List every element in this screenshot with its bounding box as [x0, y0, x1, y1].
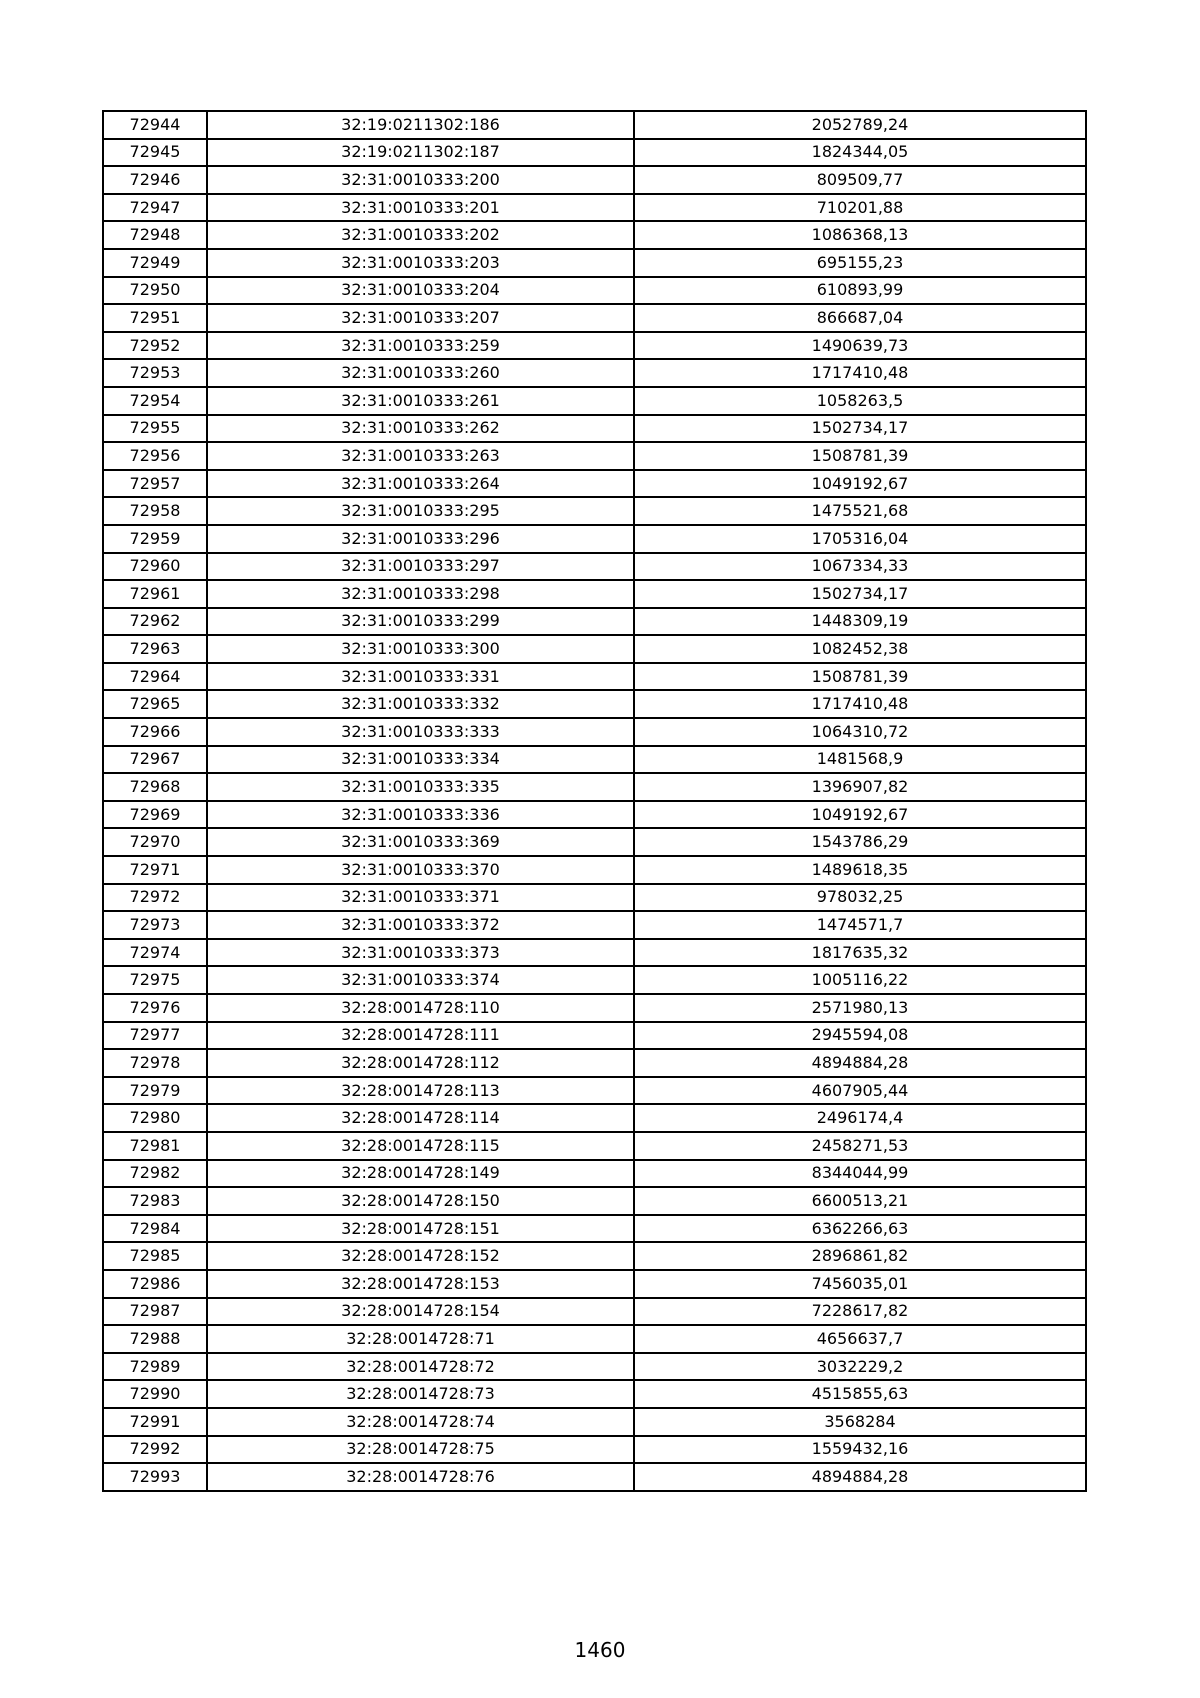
row-number-cell: 72969 — [103, 801, 207, 829]
table-row — [103, 1077, 1086, 1105]
row-number-cell: 72987 — [103, 1298, 207, 1326]
value-cell: 1086368,13 — [634, 221, 1086, 249]
row-number-cell: 72945 — [103, 139, 207, 167]
row-number-cell: 72989 — [103, 1353, 207, 1381]
value-cell: 6362266,63 — [634, 1215, 1086, 1243]
value-cell: 1049192,67 — [634, 801, 1086, 829]
row-number-cell: 72955 — [103, 415, 207, 443]
row-number-cell: 72963 — [103, 635, 207, 663]
table-row — [103, 553, 1086, 581]
table-row — [103, 194, 1086, 222]
value-cell: 2052789,24 — [634, 111, 1086, 139]
cadastral-number-cell: 32:31:0010333:335 — [207, 773, 634, 801]
table-row — [103, 966, 1086, 994]
table-row — [103, 663, 1086, 691]
value-cell: 1817635,32 — [634, 939, 1086, 967]
table-row — [103, 580, 1086, 608]
table-row — [103, 1242, 1086, 1270]
row-number-cell: 72992 — [103, 1436, 207, 1464]
row-number-cell: 72968 — [103, 773, 207, 801]
table-row — [103, 1353, 1086, 1381]
row-number-cell: 72956 — [103, 442, 207, 470]
table-row — [103, 1160, 1086, 1188]
value-cell: 4515855,63 — [634, 1380, 1086, 1408]
row-number-cell: 72947 — [103, 194, 207, 222]
value-cell: 7228617,82 — [634, 1298, 1086, 1326]
cadastral-number-cell: 32:31:0010333:372 — [207, 911, 634, 939]
table-row — [103, 221, 1086, 249]
value-cell: 1705316,04 — [634, 525, 1086, 553]
cadastral-number-cell: 32:28:0014728:153 — [207, 1270, 634, 1298]
cadastral-number-cell: 32:31:0010333:371 — [207, 884, 634, 912]
cadastral-number-cell: 32:28:0014728:76 — [207, 1463, 634, 1491]
value-cell: 866687,04 — [634, 304, 1086, 332]
row-number-cell: 72946 — [103, 166, 207, 194]
row-number-cell: 72975 — [103, 966, 207, 994]
row-number-cell: 72973 — [103, 911, 207, 939]
value-cell: 695155,23 — [634, 249, 1086, 277]
cadastral-number-cell: 32:31:0010333:201 — [207, 194, 634, 222]
cadastral-number-cell: 32:28:0014728:149 — [207, 1160, 634, 1188]
value-cell: 610893,99 — [634, 277, 1086, 305]
value-cell: 6600513,21 — [634, 1187, 1086, 1215]
table-row — [103, 856, 1086, 884]
value-cell: 1005116,22 — [634, 966, 1086, 994]
table-row — [103, 359, 1086, 387]
page-number: 1460 — [574, 1638, 626, 1662]
value-cell: 2571980,13 — [634, 994, 1086, 1022]
row-number-cell: 72986 — [103, 1270, 207, 1298]
cadastral-number-cell: 32:28:0014728:74 — [207, 1408, 634, 1436]
value-cell: 710201,88 — [634, 194, 1086, 222]
value-cell: 1396907,82 — [634, 773, 1086, 801]
row-number-cell: 72974 — [103, 939, 207, 967]
table-row — [103, 1325, 1086, 1353]
cadastral-number-cell: 32:28:0014728:151 — [207, 1215, 634, 1243]
table-row — [103, 690, 1086, 718]
row-number-cell: 72981 — [103, 1132, 207, 1160]
cadastral-number-cell: 32:28:0014728:152 — [207, 1242, 634, 1270]
row-number-cell: 72985 — [103, 1242, 207, 1270]
table-row — [103, 249, 1086, 277]
cadastral-number-cell: 32:28:0014728:72 — [207, 1353, 634, 1381]
table-row — [103, 994, 1086, 1022]
value-cell: 1508781,39 — [634, 442, 1086, 470]
value-cell: 1448309,19 — [634, 608, 1086, 636]
cadastral-number-cell: 32:31:0010333:203 — [207, 249, 634, 277]
table-row — [103, 1298, 1086, 1326]
row-number-cell: 72950 — [103, 277, 207, 305]
table-body — [103, 111, 1086, 1491]
row-number-cell: 72978 — [103, 1049, 207, 1077]
cadastral-number-cell: 32:28:0014728:111 — [207, 1022, 634, 1050]
cadastral-number-cell: 32:28:0014728:110 — [207, 994, 634, 1022]
row-number-cell: 72944 — [103, 111, 207, 139]
value-cell: 4894884,28 — [634, 1049, 1086, 1077]
cadastral-number-cell: 32:19:0211302:187 — [207, 139, 634, 167]
table-row — [103, 884, 1086, 912]
cadastral-number-cell: 32:31:0010333:200 — [207, 166, 634, 194]
cadastral-number-cell: 32:31:0010333:332 — [207, 690, 634, 718]
cadastral-number-cell: 32:31:0010333:369 — [207, 828, 634, 856]
value-cell: 1475521,68 — [634, 497, 1086, 525]
row-number-cell: 72980 — [103, 1104, 207, 1132]
row-number-cell: 72970 — [103, 828, 207, 856]
table-row — [103, 911, 1086, 939]
value-cell: 2945594,08 — [634, 1022, 1086, 1050]
cadastral-number-cell: 32:31:0010333:333 — [207, 718, 634, 746]
row-number-cell: 72991 — [103, 1408, 207, 1436]
value-cell: 1058263,5 — [634, 387, 1086, 415]
cadastral-number-cell: 32:31:0010333:296 — [207, 525, 634, 553]
cadastral-number-cell: 32:31:0010333:297 — [207, 553, 634, 581]
table-row — [103, 111, 1086, 139]
table-row — [103, 608, 1086, 636]
table-row — [103, 1104, 1086, 1132]
table-row — [103, 773, 1086, 801]
cadastral-number-cell: 32:28:0014728:71 — [207, 1325, 634, 1353]
cadastral-number-cell: 32:31:0010333:300 — [207, 635, 634, 663]
cadastral-number-cell: 32:31:0010333:262 — [207, 415, 634, 443]
cadastral-number-cell: 32:31:0010333:261 — [207, 387, 634, 415]
row-number-cell: 72958 — [103, 497, 207, 525]
table-row — [103, 1436, 1086, 1464]
cadastral-number-cell: 32:31:0010333:202 — [207, 221, 634, 249]
cadastral-number-cell: 32:28:0014728:112 — [207, 1049, 634, 1077]
row-number-cell: 72984 — [103, 1215, 207, 1243]
row-number-cell: 72961 — [103, 580, 207, 608]
row-number-cell: 72959 — [103, 525, 207, 553]
table-row — [103, 939, 1086, 967]
value-cell: 2496174,4 — [634, 1104, 1086, 1132]
value-cell: 1508781,39 — [634, 663, 1086, 691]
row-number-cell: 72951 — [103, 304, 207, 332]
table-row — [103, 442, 1086, 470]
row-number-cell: 72962 — [103, 608, 207, 636]
table-row — [103, 1215, 1086, 1243]
cadastral-number-cell: 32:31:0010333:295 — [207, 497, 634, 525]
cadastral-number-cell: 32:28:0014728:75 — [207, 1436, 634, 1464]
cadastral-number-cell: 32:28:0014728:115 — [207, 1132, 634, 1160]
table-row — [103, 497, 1086, 525]
row-number-cell: 72977 — [103, 1022, 207, 1050]
table-row — [103, 635, 1086, 663]
table-row — [103, 1132, 1086, 1160]
row-number-cell: 72948 — [103, 221, 207, 249]
cadastral-number-cell: 32:31:0010333:207 — [207, 304, 634, 332]
value-cell: 1824344,05 — [634, 139, 1086, 167]
value-cell: 1543786,29 — [634, 828, 1086, 856]
value-cell: 3032229,2 — [634, 1353, 1086, 1381]
cadastral-number-cell: 32:28:0014728:154 — [207, 1298, 634, 1326]
cadastral-number-cell: 32:31:0010333:334 — [207, 746, 634, 774]
row-number-cell: 72954 — [103, 387, 207, 415]
value-cell: 1064310,72 — [634, 718, 1086, 746]
cadastral-number-cell: 32:31:0010333:336 — [207, 801, 634, 829]
row-number-cell: 72953 — [103, 359, 207, 387]
value-cell: 1490639,73 — [634, 332, 1086, 360]
cadastral-number-cell: 32:28:0014728:114 — [207, 1104, 634, 1132]
value-cell: 2896861,82 — [634, 1242, 1086, 1270]
row-number-cell: 72967 — [103, 746, 207, 774]
cadastral-number-cell: 32:31:0010333:331 — [207, 663, 634, 691]
cadastral-number-cell: 32:31:0010333:259 — [207, 332, 634, 360]
row-number-cell: 72957 — [103, 470, 207, 498]
table-row — [103, 1049, 1086, 1077]
table-row — [103, 746, 1086, 774]
cadastral-number-cell: 32:31:0010333:260 — [207, 359, 634, 387]
row-number-cell: 72982 — [103, 1160, 207, 1188]
cadastral-number-cell: 32:31:0010333:264 — [207, 470, 634, 498]
row-number-cell: 72976 — [103, 994, 207, 1022]
cadastral-number-cell: 32:31:0010333:370 — [207, 856, 634, 884]
row-number-cell: 72979 — [103, 1077, 207, 1105]
value-cell: 1717410,48 — [634, 359, 1086, 387]
value-cell: 2458271,53 — [634, 1132, 1086, 1160]
cadastral-number-cell: 32:31:0010333:298 — [207, 580, 634, 608]
table-row — [103, 1270, 1086, 1298]
value-cell: 1067334,33 — [634, 553, 1086, 581]
cadastral-number-cell: 32:31:0010333:204 — [207, 277, 634, 305]
table-row — [103, 801, 1086, 829]
value-cell: 3568284 — [634, 1408, 1086, 1436]
row-number-cell: 72988 — [103, 1325, 207, 1353]
table-row — [103, 470, 1086, 498]
value-cell: 1502734,17 — [634, 415, 1086, 443]
cadastral-number-cell: 32:31:0010333:374 — [207, 966, 634, 994]
row-number-cell: 72964 — [103, 663, 207, 691]
cadastral-number-cell: 32:31:0010333:263 — [207, 442, 634, 470]
row-number-cell: 72949 — [103, 249, 207, 277]
row-number-cell: 72971 — [103, 856, 207, 884]
table-row — [103, 718, 1086, 746]
value-cell: 1474571,7 — [634, 911, 1086, 939]
table-row — [103, 828, 1086, 856]
row-number-cell: 72990 — [103, 1380, 207, 1408]
row-number-cell: 72960 — [103, 553, 207, 581]
table-row — [103, 1022, 1086, 1050]
row-number-cell: 72952 — [103, 332, 207, 360]
table-row — [103, 139, 1086, 167]
table-row — [103, 415, 1086, 443]
value-cell: 1049192,67 — [634, 470, 1086, 498]
value-cell: 1502734,17 — [634, 580, 1086, 608]
value-cell: 1559432,16 — [634, 1436, 1086, 1464]
value-cell: 4894884,28 — [634, 1463, 1086, 1491]
row-number-cell: 72983 — [103, 1187, 207, 1215]
table-row — [103, 277, 1086, 305]
row-number-cell: 72972 — [103, 884, 207, 912]
table-row — [103, 1463, 1086, 1491]
data-table — [102, 110, 1087, 1492]
value-cell: 978032,25 — [634, 884, 1086, 912]
table-row — [103, 1408, 1086, 1436]
row-number-cell: 72965 — [103, 690, 207, 718]
table-row — [103, 1380, 1086, 1408]
value-cell: 1481568,9 — [634, 746, 1086, 774]
value-cell: 7456035,01 — [634, 1270, 1086, 1298]
value-cell: 1489618,35 — [634, 856, 1086, 884]
value-cell: 1717410,48 — [634, 690, 1086, 718]
value-cell: 4607905,44 — [634, 1077, 1086, 1105]
value-cell: 809509,77 — [634, 166, 1086, 194]
cadastral-number-cell: 32:28:0014728:73 — [207, 1380, 634, 1408]
cadastral-number-cell: 32:28:0014728:150 — [207, 1187, 634, 1215]
cadastral-number-cell: 32:31:0010333:299 — [207, 608, 634, 636]
row-number-cell: 72966 — [103, 718, 207, 746]
value-cell: 4656637,7 — [634, 1325, 1086, 1353]
table-row — [103, 387, 1086, 415]
table-row — [103, 304, 1086, 332]
value-cell: 8344044,99 — [634, 1160, 1086, 1188]
table-row — [103, 166, 1086, 194]
value-cell: 1082452,38 — [634, 635, 1086, 663]
row-number-cell: 72993 — [103, 1463, 207, 1491]
table-row — [103, 332, 1086, 360]
cadastral-number-cell: 32:19:0211302:186 — [207, 111, 634, 139]
table-row — [103, 1187, 1086, 1215]
cadastral-number-cell: 32:28:0014728:113 — [207, 1077, 634, 1105]
cadastral-number-cell: 32:31:0010333:373 — [207, 939, 634, 967]
table-row — [103, 525, 1086, 553]
